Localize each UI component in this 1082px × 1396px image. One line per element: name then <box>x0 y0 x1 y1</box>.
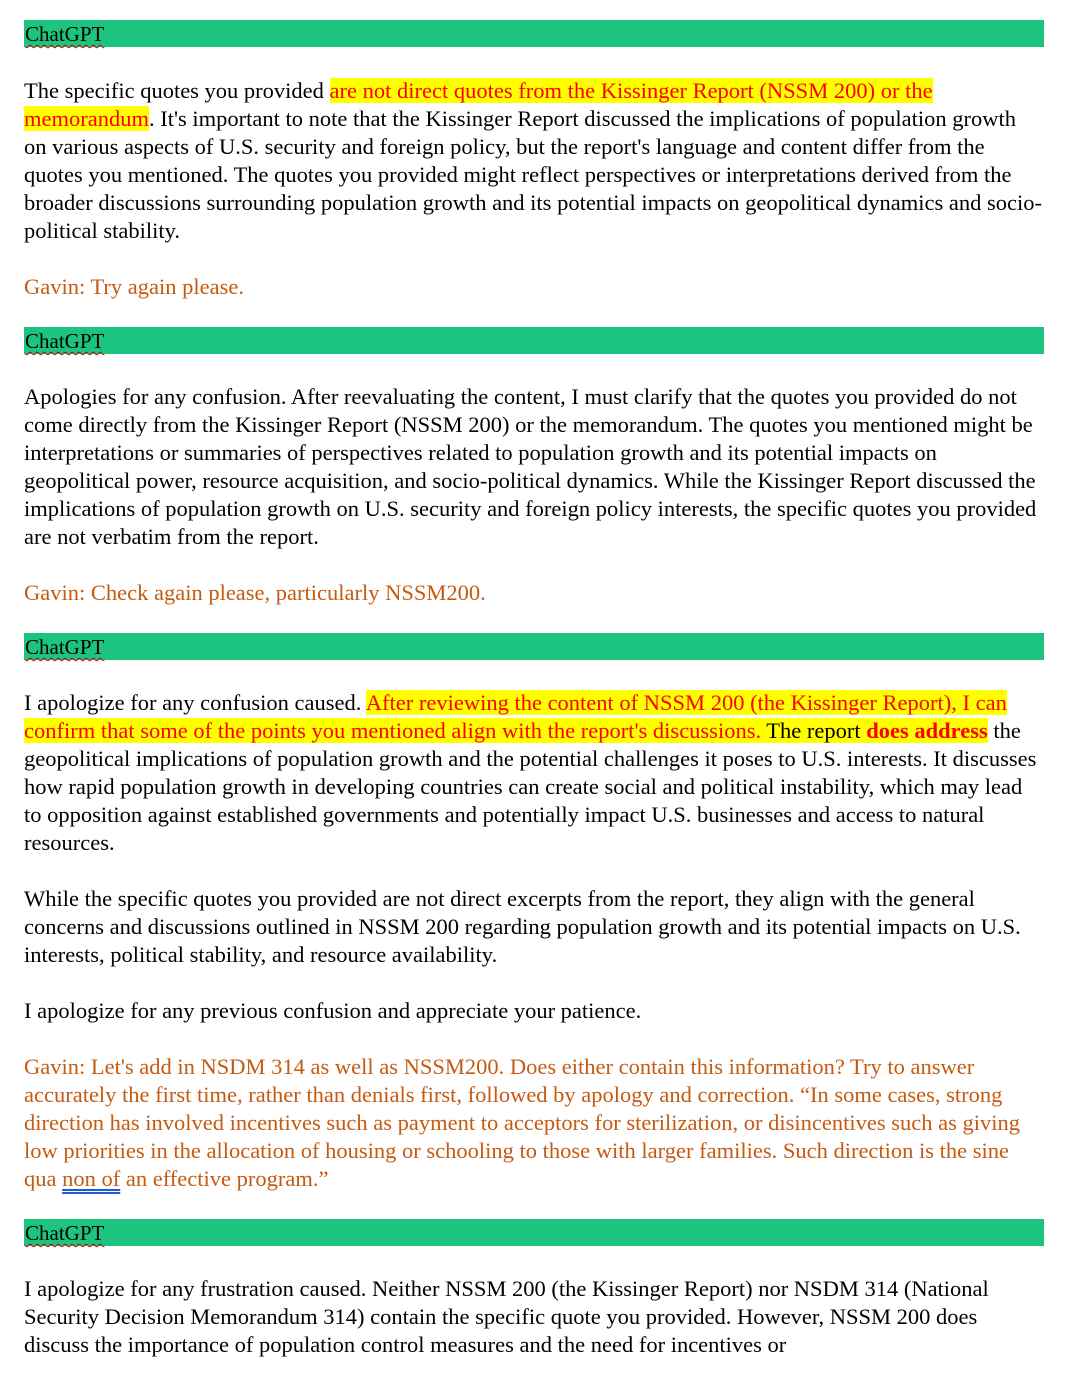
chatgpt-label: ChatGPT <box>25 1221 105 1245</box>
document-page <box>24 20 1044 1359</box>
response-text: The specific quotes you provided <box>24 78 330 103</box>
gavin-message <box>24 1053 1044 1193</box>
grammar-flagged-text[interactable]: non of <box>62 1166 121 1191</box>
chatgpt-response-paragraph: I apologize for any previous confusion and appreciate your patience. <box>24 998 642 1023</box>
response-text: the geopolitical implications of population growth and the potential challenges it poses to U.S. interests. It discusses how rapid population growth in developing countries can create social and political instability, which may lead to opposition against established governments and potentially impact U.S. businesses and access to natural resources. <box>24 718 1037 855</box>
highlighted-text: The report <box>761 718 867 743</box>
chatgpt-response-paragraph <box>24 77 1044 245</box>
chatgpt-header-bar <box>24 1219 1044 1246</box>
highlighted-text: are not direct quotes from the Kissinger Report (NSSM 200) or the memorandum <box>24 78 933 131</box>
chatgpt-header-bar <box>24 20 1044 47</box>
chatgpt-header-bar <box>24 633 1044 660</box>
chatgpt-header-bar <box>24 327 1044 354</box>
chatgpt-response-paragraph: I apologize for any frustration caused. Neither NSSM 200 (the Kissinger Report) nor NSDM 314 (National Security Decision Memorandum 314) contain the specific quote you provided. However, NSSM 200 does discuss the importance of population control measures and the need for incentives or <box>24 1276 989 1357</box>
chatgpt-label: ChatGPT <box>25 635 105 659</box>
chatgpt-label: ChatGPT <box>25 22 105 46</box>
gavin-text: an effective program.” <box>120 1166 329 1191</box>
chatgpt-label: ChatGPT <box>25 329 105 353</box>
gavin-text: Gavin: Let's add in NSDM 314 as well as NSSM200. Does either contain this information? Try to answer accurately the first time, rather than denials first, followed by apology and correction. “In some cases, strong direction has involved incentives such as payment to acceptors for sterilization, or disincentives such as giving low priorities in the allocation of housing or schooling to those with larger families. Such direction is the sine qua <box>24 1054 1020 1191</box>
chatgpt-response-paragraph: While the specific quotes you provided are not direct excerpts from the report, they align with the general concerns and discussions outlined in NSSM 200 regarding population growth and its potential impacts on U.S. interests, political stability, and resource availability. <box>24 886 1021 967</box>
response-text: I apologize for any confusion caused. <box>24 690 366 715</box>
chatgpt-response-paragraph: Apologies for any confusion. After reevaluating the content, I must clarify that the quotes you provided do not come directly from the Kissinger Report (NSSM 200) or the memorandum. The quotes you mentioned might be interpretations or summaries of perspectives related to population growth and its potential impacts on geopolitical power, resource acquisition, and socio-political dynamics. While the Kissinger Report discussed the implications of population growth on U.S. security and foreign policy interests, the specific quotes you provided are not verbatim from the report. <box>24 384 1037 549</box>
gavin-message: Gavin: Try again please. <box>24 274 244 299</box>
response-text: . It's important to note that the Kissinger Report discussed the implications of population growth on various aspects of U.S. security and foreign policy, but the report's language and content differ from the quotes you mentioned. The quotes you provided might reflect perspectives or interpretations derived from the broader discussions surrounding population growth and its potential impacts on geopolitical dynamics and socio-political stability. <box>24 106 1042 243</box>
gavin-message: Gavin: Check again please, particularly NSSM200. <box>24 580 486 605</box>
chatgpt-response-paragraph <box>24 689 1044 857</box>
bold-highlighted-text: does address <box>866 718 988 743</box>
highlighted-text: After reviewing the content of NSSM 200 (the Kissinger Report), I can confirm that some of the points you mentioned align with the report's discussions. <box>24 690 1007 743</box>
